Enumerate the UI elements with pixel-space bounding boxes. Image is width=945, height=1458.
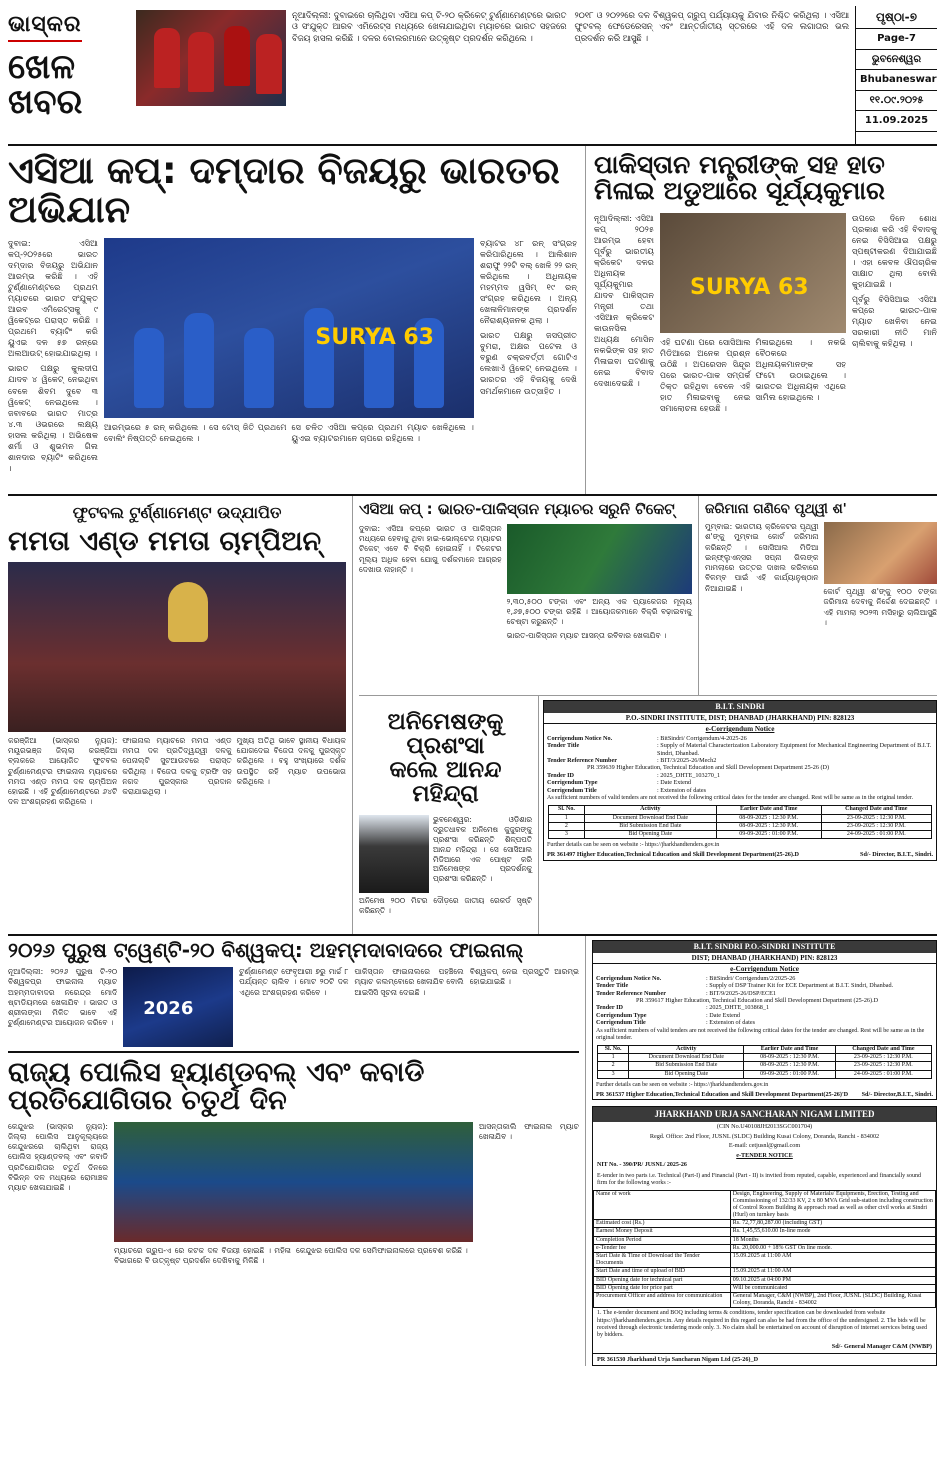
- table-row: [549, 822, 932, 830]
- table-cell: 3: [549, 830, 585, 838]
- tender2-sign: Sd/- Director,B.I.T., Sindri.: [861, 1091, 933, 1098]
- asia-cup-headline: ଏସିଆ କପ୍: ଦମ୍‌ଦାର ବିଜୟରୁ ଭାରତର ଅଭିଯାନ: [8, 149, 560, 231]
- tender-notice-2: [592, 940, 937, 1100]
- tender2-footer: Further details can be seen on website :- https://jharkhandtenders.gov.in: [596, 1081, 769, 1088]
- tender1-pr: PR 361497 Higher Education,Technical Education and Skill Development Department(25-26).D: [547, 851, 799, 859]
- wc-text-col2: ଟୁର୍ଣ୍ଣାମେଣ୍ଟ ଫେବୃଆରୀ ୭ରୁ ମାର୍ଚ୍ଚ ୮ ପର୍ଯ୍ୟନ୍ତ ଚାଲିବ । ମୋଟ ୨୦ଟି ଦଳ ଏଥିରେ ଅଂଶଗ୍ରହଣ କରିବେ ।: [239, 967, 349, 997]
- table-row: [594, 1276, 936, 1284]
- mamata-text-col2: ଫାଇନାଲ ମ୍ୟାଚରେ ମମତା ଏଣ୍ଡ ମମତା ଦଳ ପ୍ରତିଦ୍ୱନ୍ଦ୍ୱୀ ଦଳକୁ ପେନାଲ୍ଟି ସୁଟଆଉଟରେ ପରାସ୍ତ କରିଥିଲା । ବିଜେତା ଦଳକୁ ଟ୍ରଫି ସହ ନଗଦ ପୁରସ୍କାର ପ୍ରଦାନ କରାଯାଇଥିଲା ।: [122, 735, 232, 797]
- table-row: [594, 1268, 936, 1276]
- table-cell: 24-09-2025 : 01:00 P.M.: [821, 830, 931, 838]
- pak-text-col5: ପୂର୍ବରୁ ବିସିସିଆଇ ଏସିଆ କପ୍‌ରେ ଭାରତ-ପାକ ମ୍ୟାଚ ଖେଳିବା ନେଇ ସରକାରୀ ନୀତି ମାନି ଚାଲିବାକୁ କହିଥିଲା ।: [852, 293, 937, 349]
- table-cell: 1: [549, 814, 585, 822]
- table-row: [594, 1284, 936, 1292]
- fine-story: [699, 496, 937, 695]
- tender2-pr: PR 361537 Higher Education,Technical Education and Skill Development Department(25-26)'D: [596, 1091, 849, 1098]
- table-row: [594, 1220, 936, 1228]
- masthead: [8, 6, 937, 146]
- table-row: [594, 1244, 936, 1252]
- table-cell: 23-09-2025 : 12:30 P.M.: [821, 814, 931, 822]
- bottom-right-stack: [586, 936, 937, 1366]
- asia-cup-text-col6: ସେ ଚଳିତ ଏସିଆ କପ୍‌ରେ ପ୍ରଥମ ମ୍ୟାଚ ଖେଳିଥିଲେ । ୟୁଏଇ ବ୍ୟାଟରମାନେ ଚାପରେ ରହିଥିଲେ ।: [291, 421, 474, 443]
- fine-text-col2: କୋର୍ଟ ପୃଥ୍ୱୀ ଶ'ଙ୍କୁ ୧୦୦ ଟଙ୍କା ଜରିମାନା ଦେବାକୁ ନିର୍ଦ୍ଦେଶ ଦେଇଛନ୍ତି । ଏହି ମାମଲା ୨୦୨୩ ମସିହାରୁ ଚାଲିଆସୁଛି ।: [823, 587, 937, 627]
- tender1-title-label: Tender Title: [547, 742, 580, 750]
- table-cell: 24-09-2025 : 01:00 P.M.: [835, 1070, 931, 1078]
- brand-block: [8, 6, 136, 144]
- anand-text-col1: ଭୁବନେଶ୍ୱର: ଓଡ଼ିଶାର ଦ୍ରୁତଧାବକ ଅନିମେଷ କୁଜୁରଙ୍କୁ ପ୍ରଶଂସା କରିଛନ୍ତି ଶିଳ୍ପପତି ଆନନ୍ଦ ମହିନ୍ଦ୍ରା । ସେ ସୋସିଆଲ ମିଡିଆରେ ଏକ ପୋଷ୍ଟ କରି ଅନିମେଷଙ୍କ ପ୍ରଦର୍ଶନକୁ ପ୍ରଶଂସା କରିଛନ୍ତି ।: [433, 814, 532, 884]
- jusnl-office: Regd. Office: 2nd Floor, JUSNL (SLDC) Building Kusai Colony, Doranda, Ranchi - 834002: [649, 1132, 880, 1140]
- tender1-notice-no-label: Corrigendum Notice No.: [547, 734, 613, 742]
- pak-text-col2: ଏହି ଘଟଣା ପରେ ସୋସିଆଲ ମିଡିଆରେ ଅନେକ ପ୍ରଶ୍ନ ଉଠିଛି । ଅପରେସନ ସିନ୍ଦୂର ପରେ ଭାରତ-ପାକ ସମ୍ପର୍କ ତିକ୍ତ ରହିଥିବା ବେଳେ ଏହି ହାତ ମିଳାଇବାକୁ ନେଇ ସମାଲୋଚନା ହେଉଛି ।: [660, 336, 751, 413]
- table-cell: 08-09-2025 : 12:30 P.M.: [744, 1054, 835, 1062]
- table-header: Changed Date and Time: [821, 806, 931, 814]
- anand-body: [359, 815, 532, 893]
- tender-notice-1: [543, 700, 937, 861]
- table-cell: Will be communicated: [730, 1284, 935, 1292]
- fine-headline: ଜରିମାନା ଗଣିବେ ପୃଥ୍ୱୀ ଶ': [705, 501, 847, 517]
- pak-handshake-headline: ପାକିସ୍ତାନ ମନ୍ତ୍ରୀଙ୍କ ସହ ହାତ ମିଳାଇ ଅଡୁଆରେ ସୂର୍ଯ୍ୟକୁମାର: [594, 150, 886, 206]
- tender1-table: [548, 805, 932, 839]
- table-cell: Bid Opening Date: [629, 1070, 744, 1078]
- table-cell: 3: [598, 1070, 629, 1078]
- table-cell: 15.09.2025 at 11:00 AM: [730, 1253, 935, 1268]
- wc-photo-label: 2026: [143, 998, 194, 1019]
- asia-cup-text-col3: ବ୍ୟାଟର ୪୮ ରନ୍ ସଂଗ୍ରହ କରିପାରିଥିଲେ । ଆଲିଶାନ ଶରାଫୁ ୨୨ଟି ବଲ୍ ଖେଳି ୨୨ ରନ୍ କରିଥିଲେ । ଅଧିନାୟକ ମହମ୍ମଦ ୱସିମ୍ ୧୯ ରନ୍ ସଂଗ୍ରହ କରିଥିଲେ । ଅନ୍ୟ ଖେଳାଳିମାନଙ୍କ ପ୍ରଦର୍ଶନ ନୈରାଶ୍ୟଜନକ ଥିଲା ।: [480, 237, 577, 326]
- top-story-col2: ୨୦୧୮ ଓ ୨୦୨୨ରେ ଦଳ ବିଶ୍ୱକପ୍ ଗ୍ରୁପ୍ ପର୍ଯ୍ୟାୟକୁ ଯିବାର ନିଶ୍ଚିତ କରିଥିଲା । ଏସିଆ ଫୁଟବଲ୍ ଫେଡେରେସନ୍ ଏବଂ ଆନ୍ତର୍ଜାତୀୟ ସ୍ତରରେ ଏହି ଦଳ ଲଗାତାର ଭଲ ପ୍ରଦର୍ଶନ କରି ଆସୁଛି ।: [574, 10, 849, 43]
- jusnl-sign: Sd/- General Manager C&M (NWBP): [831, 1343, 932, 1351]
- table-row: [594, 1236, 936, 1244]
- row-bottom: [8, 936, 937, 1366]
- asia-cup-text-col1: ଦୁବାଇ: ଏସିଆ କପ୍-୨୦୨୫ରେ ଭାରତ ଦମ୍‌ଦାର ବିଜୟରୁ ଅଭିଯାନ ଆରମ୍ଭ କରିଛି । ଏହି ଟୁର୍ଣ୍ଣାମେଣ୍ଟରେ ପ୍ରଥମ ମ୍ୟାଚରେ ଭାରତ ସଂଯୁକ୍ତ ଆରବ ଏମିରେଟ୍ସକୁ ୯ ୱିକେଟ୍‌ରେ ପରାସ୍ତ କରିଛି । ପ୍ରଥମେ ବ୍ୟାଟିଂ କରି ୟୁଏଇ ଦଳ ୫୭ ରନ୍‌ରେ ଅଲଆଉଟ୍ ହୋଇଯାଇଥିଲା ।: [8, 237, 98, 359]
- jusnl-intro: E-tender in two parts i.e. Technical (Part-I) and Financial (Part - II) is invited from reputed, capable, experienced and financially sound firm for the following works :-: [597, 1173, 922, 1187]
- table-header: Sl. No.: [598, 1046, 629, 1054]
- tender2-type-label: Corrigendum Type: [596, 1011, 647, 1019]
- handshake-photo: [660, 213, 846, 333]
- table-cell: 09-09-2025 : 01:00 P.M.: [744, 1070, 835, 1078]
- fine-body: [705, 522, 937, 628]
- table-header: Sl. No.: [549, 806, 585, 814]
- table-cell: Document Download End Date: [629, 1054, 744, 1062]
- pak-text-col4: ମିଳାଇଥିଲେ । ନକଭି ବୈଠକରେ ଅଧିନାୟକମାନଙ୍କ ସହ ଫଟୋ ଉଠାଇଥିଲେ । ଭାରତର ଅଧିନାୟକ ଏଥିରେ ସାମିଲ ହୋଇଥିଲେ ।: [755, 336, 846, 402]
- city-en: Bhubaneswar: [856, 70, 937, 91]
- wc-body: [8, 967, 579, 1047]
- table-cell: 09.10.2025 at 04:00 PM: [730, 1276, 935, 1284]
- table-header: Earlier Date and Time: [716, 806, 821, 814]
- table-cell: Estimated cost (Rs.): [594, 1220, 731, 1228]
- tender2-title-value: : Supply of DSP Trainer Kit for ECE Department at B.I.T. Sindri, Dhanbad.: [706, 982, 894, 990]
- tender2-id-label: Tender ID: [596, 1004, 623, 1012]
- tender2-ref-value: : BIT/9/2025-26/DSP/ECE1: [706, 989, 776, 997]
- table-row: [594, 1228, 936, 1236]
- table-row: [594, 1190, 936, 1220]
- pak-text-col3: ଉପରେ ଦିନେ ଶୋଧ ପ୍ରକାଶ କରି ଏହି ବିବାଦକୁ ନେଇ ବିସିସିଆଇ ପକ୍ଷରୁ ସ୍ପଷ୍ଟୀକରଣ ଦିଆଯାଇଛି । ଏହା କେବଳ ଔପଚାରିକ ସାକ୍ଷାତ ଥିଲା ବୋଲି କୁହାଯାଇଛି ।: [852, 212, 937, 289]
- table-row: [594, 1292, 936, 1307]
- section-title: [8, 46, 83, 123]
- tender1-sign: Sd/- Director, B.I.T., Sindri.: [860, 851, 933, 859]
- ticket-text-col3: ଭାରତ-ପାକିସ୍ତାନ ମ୍ୟାଚ ଆସନ୍ତା ରବିବାର ଖେଳାଯିବ ।: [506, 630, 667, 640]
- tender2-type-value: : Date Extend: [706, 1011, 741, 1019]
- mamata-text-col3: ମୁଖ୍ୟ ଅତିଥି ଭାବେ ସ୍ଥାନୀୟ ବିଧାୟକ ଯୋଗଦେଇ ବିଜେତା ଦଳକୁ ପୁରସ୍କୃତ କରିଥିଲେ । ବହୁ ସଂଖ୍ୟାରେ ଦର୍ଶକ ଉପସ୍ଥିତ ରହି ମ୍ୟାଚ ଉପଭୋଗ କରିଥିଲେ ।: [236, 735, 346, 786]
- page-meta: [855, 6, 937, 144]
- pakistan-team-photo: [507, 524, 692, 594]
- jusnl-email: E-mail: cetjusnl@gmail.com: [728, 1142, 801, 1150]
- police-text-col1: କେନ୍ଦୁଝର (ଭାସ୍କର ନ୍ୟୁଜ): ଜିଲ୍ଲା ପୋଲିସ ଆନୁକୂଲ୍ୟରେ କେନ୍ଦୁଝରରେ ଚାଲିଥିବା ରାଜ୍ୟ ପୋଲିସ ହ୍ୟାଣ୍ଡବଲ୍ ଏବଂ କବାଡି ପ୍ରତିଯୋଗିତାର ଚତୁର୍ଥ ଦିନରେ ବିଭିନ୍ନ ଦଳ ମଧ୍ୟରେ ରୋମାଞ୍ଚକ ମ୍ୟାଚ ଖେଳାଯାଇଛି ।: [8, 1121, 108, 1193]
- table-header: Changed Date and Time: [835, 1046, 931, 1054]
- asia-cup-body: [8, 238, 577, 520]
- jusnl-header: JHARKHAND URJA SANCHARAN NIGAM LIMITED: [593, 1107, 936, 1122]
- tender1-address: P.O.-SINDRI INSTITUTE, DIST; DHANBAD (JHARKHAND) PIN: 828123: [544, 713, 936, 724]
- india-team-photo: [104, 238, 474, 418]
- mamata-text-col1: କରଞ୍ଜିଆ (ଭାସ୍କର ନ୍ୟୁଜ): ମୟୂରଭଞ୍ଜ ଜିଲ୍ଲା କରଞ୍ଜିଆ ବ୍ଲକରେ ଆୟୋଜିତ ଫୁଟବଲ ଟୁର୍ଣ୍ଣାମେଣ୍ଟର ଫାଇନାଲ ମ୍ୟାଚରେ ମମତା ଏଣ୍ଡ ମମତା ଦଳ ଚାମ୍ପିଅନ ହୋଇଛି । ଏହି ଟୁର୍ଣ୍ଣାମେଣ୍ଟରେ ୬୪ଟି ଦଳ ଅଂଶଗ୍ରହଣ କରିଥିଲେ ।: [8, 735, 118, 807]
- table-cell: e-Tender fee: [594, 1244, 731, 1252]
- mamata-kicker: ଫୁଟବଲ ଟୁର୍ଣ୍ଣାମେଣ୍ଟ ଉଦ୍‌ଯାପିତ: [72, 503, 282, 522]
- table-cell: 2: [598, 1062, 629, 1070]
- row-middle: [8, 496, 937, 936]
- wc-text-col1: ନୂଆଦିଲ୍ଲୀ: ୨୦୨୬ ପୁରୁଷ ଟି-୨୦ ବିଶ୍ୱକପ୍‌ର ଫାଇନାଲ ମ୍ୟାଚ ଅହମ୍ମଦାବାଦର ନରେନ୍ଦ୍ର ମୋଦି ଷ୍ଟାଡିୟମରେ ଖେଳାଯିବ । ଭାରତ ଓ ଶ୍ରୀଲଙ୍କା ମିଳିତ ଭାବେ ଏହି ଟୁର୍ଣ୍ଣାମେଣ୍ଟର ଆୟୋଜନ କରିବେ ।: [8, 967, 118, 1028]
- anand-headline: [359, 696, 532, 815]
- pak-handshake-story: [586, 146, 937, 494]
- jusnl-terms: 1. The e-tender document and BOQ including terms & conditions, tender specification can be downloaded from website https://jharkhandtenders.gov.in. Any details required in this regard can also be had from the office of the undersigned. 2. The bids will be received through electronic tendering mode only. 3. No claim shall be entertained on account of disruption of internet services being used by bidders.: [597, 1310, 928, 1338]
- police-headline: ରାଜ୍ୟ ପୋଲିସ ହ୍ୟାଣ୍ଡବଲ୍ ଏବଂ କବାଡି ପ୍ରତିଯୋଗିତାର ଚତୁର୍ଥ ଦିନ: [8, 1057, 425, 1117]
- tender2-ref-label: Tender Reference Number: [596, 989, 666, 997]
- anand-headline-line2: କଲେ ଆନନ୍ଦ ମହିନ୍ଦ୍ରା: [389, 757, 502, 808]
- asia-cup-text-col4: ଭାରତ ପକ୍ଷରୁ ଜସପ୍ରୀତ ବୁମରା, ଅକ୍ଷର ପଟେଲ ଓ ବରୁଣ ଚକ୍ରବର୍ତ୍ତୀ ଗୋଟିଏ ଲେଖାଏଁ ୱିକେଟ୍ ନେଇଥିଲେ । ଭାରତର ଏହି ବିଜୟକୁ ଦେଖି ସମର୍ଥକମାନେ ଉତ୍ସାହିତ ।: [480, 330, 577, 396]
- police-body: [8, 1122, 579, 1267]
- tender2-notice-no-label: Corrigendum Notice No.: [596, 974, 662, 982]
- date-or: ୧୧.୦୯.୨୦୨୫: [856, 91, 937, 112]
- table-cell: BID Opening date for price part: [594, 1284, 731, 1292]
- tender2-ctitle-label: Corrigendum Title: [596, 1019, 646, 1027]
- pak-handshake-body: [594, 213, 937, 414]
- table-header: Activity: [584, 806, 716, 814]
- table-cell: Bid Submission End Date: [629, 1062, 744, 1070]
- anand-story: [359, 696, 539, 934]
- tender2-title-label: Tender Title: [596, 982, 629, 990]
- table-cell: 1: [598, 1054, 629, 1062]
- table-cell: 08-09-2025 : 12:30 P.M.: [716, 814, 821, 822]
- anand-mahindra-photo: [359, 815, 429, 893]
- mamata-story: [8, 496, 353, 934]
- anand-tender-row: [359, 696, 937, 934]
- ticket-text-col2: ୨,୩୦,୫୦୦ ଟଙ୍କା ଏବଂ ଅନ୍ୟ ଏକ ପ୍ୟାକେଜର ମୂଲ୍ୟ ୧,୬୭,୫୦୦ ଟଙ୍କା ରହିଛି । ଆୟୋଜକମାନେ ବିକ୍ରି ବଢ଼ାଇବାକୁ ଚେଷ୍ଟା କରୁଛନ୍ତି ।: [506, 596, 692, 627]
- police-team-photo: [114, 1122, 473, 1242]
- section-title-line1: ଖେଳ: [8, 46, 76, 87]
- tender1-ref-value: : BIT/3/2025-26/Mech2: [657, 756, 717, 764]
- tender2-ctitle-value: : Extension of dates: [706, 1019, 755, 1027]
- police-story: [8, 1053, 579, 1266]
- asia-cup-story: [8, 146, 586, 494]
- table-cell: 18 Months: [730, 1236, 935, 1244]
- city-or: ଭୁବନେଶ୍ୱର: [856, 50, 937, 71]
- tender2-header: B.I.T. SINDRI P.O.-SINDRI INSTITUTE: [593, 941, 936, 953]
- table-cell: BID Opening date for technical part: [594, 1276, 731, 1284]
- tender2-address: DIST; DHANBAD (JHARKHAND) PIN: 828123: [593, 953, 936, 964]
- wc-headline: ୨୦୨୬ ପୁରୁଷ ଟ୍ୱେଣ୍ଟି-୨୦ ବିଶ୍ୱକପ୍: ଅହମ୍ମଦାବାଦରେ ଫାଇନାଲ୍: [8, 938, 524, 962]
- tender2-id-value: : 2025_DHTE_103868_1: [706, 1004, 770, 1012]
- paper-logo: ଭାସ୍କର: [8, 10, 82, 42]
- middle-right-stack: [353, 496, 937, 934]
- table-row: [598, 1062, 932, 1070]
- table-row: [598, 1054, 932, 1062]
- top-football-photo: [136, 10, 286, 106]
- table-cell: Rs. 1,45,55,610.00 In-line mode: [730, 1228, 935, 1236]
- jersey-number: SURYA 63: [315, 324, 434, 350]
- tender2-pr-line: PR 359617 Higher Education, Technical Education and Skill Development Department (25-26).D: [636, 996, 879, 1004]
- wc-text-col4: ବିଶ୍ୱକପ୍ ନେଇ ପ୍ରସ୍ତୁତି ଆରମ୍ଭ ହୋଇଯାଇଛି ।: [469, 967, 579, 987]
- table-cell: Name of work: [594, 1190, 731, 1220]
- trophy-photo: [8, 562, 346, 732]
- tender1-header: B.I.T. SINDRI: [544, 701, 936, 713]
- tender2-table: [597, 1045, 932, 1079]
- table-cell: Start Date and time of upload of BID: [594, 1268, 731, 1276]
- tender1-type-label: Corrigendum Type: [547, 779, 598, 787]
- wc-story: [8, 936, 579, 1053]
- table-cell: 23-09-2025 : 12:30 P.M.: [835, 1054, 931, 1062]
- anand-headline-line1: ଅନିମେଷଙ୍କୁ ପ୍ରଶଂସା: [387, 709, 504, 760]
- prithvi-shaw-photo: [824, 522, 938, 584]
- jusnl-tender-notice: [592, 1106, 937, 1366]
- jusnl-cin: (CIN No.U40108JH2013SGC001704): [716, 1123, 813, 1131]
- tender1-intro: As sufficient numbers of valid tenders are not received the following critical dates for the tender are changed. Rest will be same as in the original tender.: [547, 795, 914, 802]
- table-cell: 08-09-2025 : 12:30 P.M.: [744, 1062, 835, 1070]
- table-header: Earlier Date and Time: [744, 1046, 835, 1054]
- top-story-col1: ନୂଆଦିଲ୍ଲୀ: ଦୁବାଇରେ ଚାଲିଥିବା ଏସିଆ କପ୍ ଟି-୨୦ କ୍ରିକେଟ୍ ଟୁର୍ଣ୍ଣାମେଣ୍ଟରେ ଭାରତ ଓ ସଂଯୁକ୍ତ ଆରବ ଏମିରେଟ୍ସ ମଧ୍ୟରେ ଖେଳାଯାଇଥିବା ମ୍ୟାଚରେ ଭାରତ ସହଜରେ ବିଜୟ ହାସଲ କରିଛି । ଦଳର ବୋଲରମାନେ ଉତ୍କୃଷ୍ଟ ପ୍ରଦର୍ଶନ କରିଥିଲେ ।: [292, 10, 567, 43]
- ticket-fine-row: [359, 496, 937, 696]
- tender-column: [539, 696, 937, 934]
- table-row: [549, 814, 932, 822]
- table-cell: Procurement Officer and address for communication: [594, 1292, 731, 1307]
- tender1-id-value: : 2025_DHTE_103270_1: [657, 771, 721, 779]
- table-row: [549, 830, 932, 838]
- mamata-headline: ମମତା ଏଣ୍ଡ ମମତା ଚାମ୍ପିଅନ୍: [8, 525, 322, 557]
- page-number-en: Page-7: [856, 29, 937, 50]
- table-row: [594, 1253, 936, 1268]
- table-header: Activity: [629, 1046, 744, 1054]
- fine-text-col1: ମୁମ୍ବାଇ: ଭାରତୀୟ କ୍ରିକେଟର ପୃଥ୍ୱୀ ଶ'ଙ୍କୁ ମୁମ୍ବାଇ କୋର୍ଟ ଜରିମାନା କରିଛନ୍ତି । ସୋସିଆଲ ମିଡିଆ ଇନ୍‌ଫ୍ଲୁଏନ୍ସର ସପ୍ନା ଗିଲଙ୍କ ମାମଲାରେ ଉତ୍ତର ଦାଖଲ କରିବାରେ ବିଳମ୍ବ ପାଇଁ ଏହି କାର୍ଯ୍ୟାନୁଷ୍ଠାନ ନିଆଯାଇଛି ।: [705, 522, 819, 593]
- wc-trophy-photo: [123, 967, 233, 1047]
- table-cell: 15.09.2025 at 11:00 AM: [730, 1268, 935, 1276]
- tender1-pr-line: PR 359639 Higher Education, Technical Education and Skill Development Department 25-26 (D): [587, 764, 830, 772]
- row-top-stories: [8, 146, 937, 496]
- jusnl-table: [593, 1190, 936, 1309]
- asia-cup-text-col5: ଆରମ୍ଭରେ ୫ ରନ୍ କରିଥିଲେ । ସେ ଟୋସ୍ ଜିତି ପ୍ରଥମେ ବୋଲିଂ ନିଷ୍ପତ୍ତି ନେଇଥିଲେ ।: [104, 421, 287, 443]
- top-story: [286, 6, 855, 144]
- tender1-title-value: : Supply of Material Characterization Laboratory Equipment for Mechanical Engineering Department of B.I.T. Sindri, Dhanbad.: [657, 742, 932, 757]
- anand-text-col2: ଅନିମେଷ ୨୦୦ ମିଟର ଦୌଡ଼ରେ ଜାତୀୟ ରେକର୍ଡ ସୃଷ୍ଟି କରିଛନ୍ତି ।: [359, 895, 532, 915]
- tender1-ctitle-value: : Extension of dates: [657, 786, 706, 794]
- jersey-number: SURYA 63: [690, 274, 809, 300]
- table-cell: Completion Period: [594, 1236, 731, 1244]
- table-cell: 23-09-2025 : 12:30 P.M.: [835, 1062, 931, 1070]
- tender1-id-label: Tender ID: [547, 771, 574, 779]
- ticket-text-col1: ଦୁବାଇ: ଏସିଆ କପ୍‌ରେ ଭାରତ ଓ ପାକିସ୍ତାନ ମଧ୍ୟରେ ହେବାକୁ ଥିବା ହାଇ-ଭୋଲ୍ଟେଜ ମ୍ୟାଚର ଟିକେଟ୍ ଏବେ ବି ବିକ୍ରି ହୋଇନାହିଁ । ଟିକେଟର ମୂଲ୍ୟ ଅଧିକ ହେବା ଯୋଗୁ ଦର୍ଶକମାନେ ଆଗ୍ରହ ଦେଖାଉ ନାହାନ୍ତି ।: [359, 523, 502, 574]
- bottom-left-stack: [8, 936, 586, 1366]
- table-cell: Design, Engineering, Supply of Materials/ Equipments, Erection, Testing and Commissioning of 132/33 KV, 2 x 80 MVA Grid sub-station including construction of Control Room Building & approach road as well as other civil works at Sindri (Hurl) on turnkey basis: [730, 1190, 935, 1220]
- table-cell: Bid Submission End Date: [584, 822, 716, 830]
- ticket-body: [359, 524, 692, 641]
- table-cell: Start Date & Time of Download the Tender Documents: [594, 1253, 731, 1268]
- police-text-col2: ମ୍ୟାଚରେ ଗ୍ରୁପ-ଏ ରେ କଟକ ଦଳ ବିଜୟୀ ହୋଇଛି । ମହିଳା ବିଭାଗରେ ବି ଉତ୍କୃଷ୍ଟ ପ୍ରଦର୍ଶନ ଦେଖିବାକୁ ମିଳିଛି ।: [114, 1245, 291, 1265]
- tender2-notice-no-value: : BitSindri/ Corrigendum/2/2025-26: [706, 974, 796, 982]
- jusnl-pr: PR 361530 Jharkhand Urja Sancharan Nigam Ltd (25-26)_D: [593, 1353, 936, 1365]
- tender1-title: e-Corrigendum Notice: [705, 724, 775, 733]
- table-cell: Earnest Money Deposit: [594, 1228, 731, 1236]
- table-cell: 2: [549, 822, 585, 830]
- jusnl-nit: NIT No. - 390/PR/ JUSNL/ 2025-26: [597, 1161, 687, 1168]
- pak-text-col1: ନୂଆଦିଲ୍ଲୀ: ଏସିଆ କପ୍ ୨୦୨୫ ଆରମ୍ଭ ହେବା ପୂର୍ବରୁ ଭାରତୀୟ କ୍ରିକେଟ ଦଳର ଅଧିନାୟକ ସୂର୍ଯ୍ୟକୁମାର ଯାଦବ ପାକିସ୍ତାନ ମନ୍ତ୍ରୀ ତଥା ଏସିଆନ କ୍ରିକେଟ କାଉନସିଲ ଅଧ୍ୟକ୍ଷ ମୋସିନ ନକଭିଙ୍କ ସହ ହାତ ମିଳାଇବା ଘଟଣାକୁ ନେଇ ବିବାଦ ଦେଖାଦେଇଛି ।: [594, 212, 654, 389]
- table-cell: General Manager, C&M (NWBP), 2nd Floor, JUSNL (SLDC) Building, Kusai Colony, Doranda, Ranchi - 834002: [730, 1292, 935, 1307]
- table-cell: 23-09-2025 : 12:30 P.M.: [821, 822, 931, 830]
- wc-text-col3: ପାକିସ୍ତାନ ଫାଇନାଲରେ ପହଞ୍ଚିଲେ ମ୍ୟାଚ କଲମ୍ବୋରେ ଖେଳାଯିବ ବୋଲି ଆଇସିସି ସୂଚନା ଦେଇଛି ।: [354, 967, 464, 997]
- table-cell: 09-09-2025 : 01:00 P.M.: [716, 830, 821, 838]
- tender1-notice-no-value: : BitSindri/ Corrigendum/4-2025-26: [657, 734, 747, 742]
- table-cell: Document Download End Date: [584, 814, 716, 822]
- tender1-ref-label: Tender Reference Number: [547, 756, 617, 764]
- table-cell: Bid Opening Date: [584, 830, 716, 838]
- table-cell: Rs. 72,77,80,287.00 (including GST): [730, 1220, 935, 1228]
- police-text-col4: ଆସନ୍ତାକାଲି ଫାଇନାଲ ମ୍ୟାଚ ଖେଳାଯିବ ।: [479, 1121, 579, 1141]
- table-row: [598, 1070, 932, 1078]
- tender2-title: e-Corrigendum Notice: [730, 964, 799, 973]
- date-en: 11.09.2025: [856, 111, 937, 132]
- asia-cup-text-col2: ଭାରତ ପକ୍ଷରୁ କୁଲଦୀପ ଯାଦବ ୪ ୱିକେଟ୍ ନେଇଥିବା ବେଳେ ଶିବମ ଦୁବେ ୩ ୱିକେଟ୍ ନେଇଥିଲେ । ଜବାବରେ ଭାରତ ମାତ୍ର ୪.୩ ଓଭରରେ ଲକ୍ଷ୍ୟ ହାସଲ କରିଥିଲା । ଅଭିଷେକ ଶର୍ମା ଓ ଶୁଭମନ ଗିଲ ଶାନଦାର ବ୍ୟାଟିଂ କରିଥିଲେ ।: [8, 363, 98, 473]
- jusnl-title: e-TENDER NOTICE: [736, 1151, 793, 1159]
- tender1-footer: Further details can be seen on website :- https://jharkhandtenders.gov.in: [547, 842, 720, 849]
- tender1-ctitle-label: Corrigendum Title: [547, 786, 597, 794]
- ticket-story: [359, 496, 699, 695]
- tender1-type-value: : Date Extend: [657, 779, 692, 787]
- police-text-col3: କେନ୍ଦୁଝର ପୋଲିସ ଦଳ ସେମିଫାଇନାଲରେ ପ୍ରବେଶ କରିଛି ।: [296, 1245, 468, 1255]
- page-number-or: ପୃଷ୍ଠା-୭: [856, 6, 937, 29]
- tender2-intro: As sufficient numbers of valid tenders are not received the following critical dates for the tender are changed. Rest will be same as in the original tender.: [596, 1027, 925, 1041]
- mamata-body: [8, 736, 346, 808]
- section-title-line2: ଖବର: [8, 82, 83, 123]
- table-cell: 08-09-2025 : 12:30 P.M.: [716, 822, 821, 830]
- ticket-headline: ଏସିଆ କପ୍ : ଭାରତ-ପାକିସ୍ତାନ ମ୍ୟାଚର ସରୁନି ଟିକେଟ୍: [359, 500, 675, 518]
- table-cell: Rs. 20,000.00 + 18% GST On line mode.: [730, 1244, 935, 1252]
